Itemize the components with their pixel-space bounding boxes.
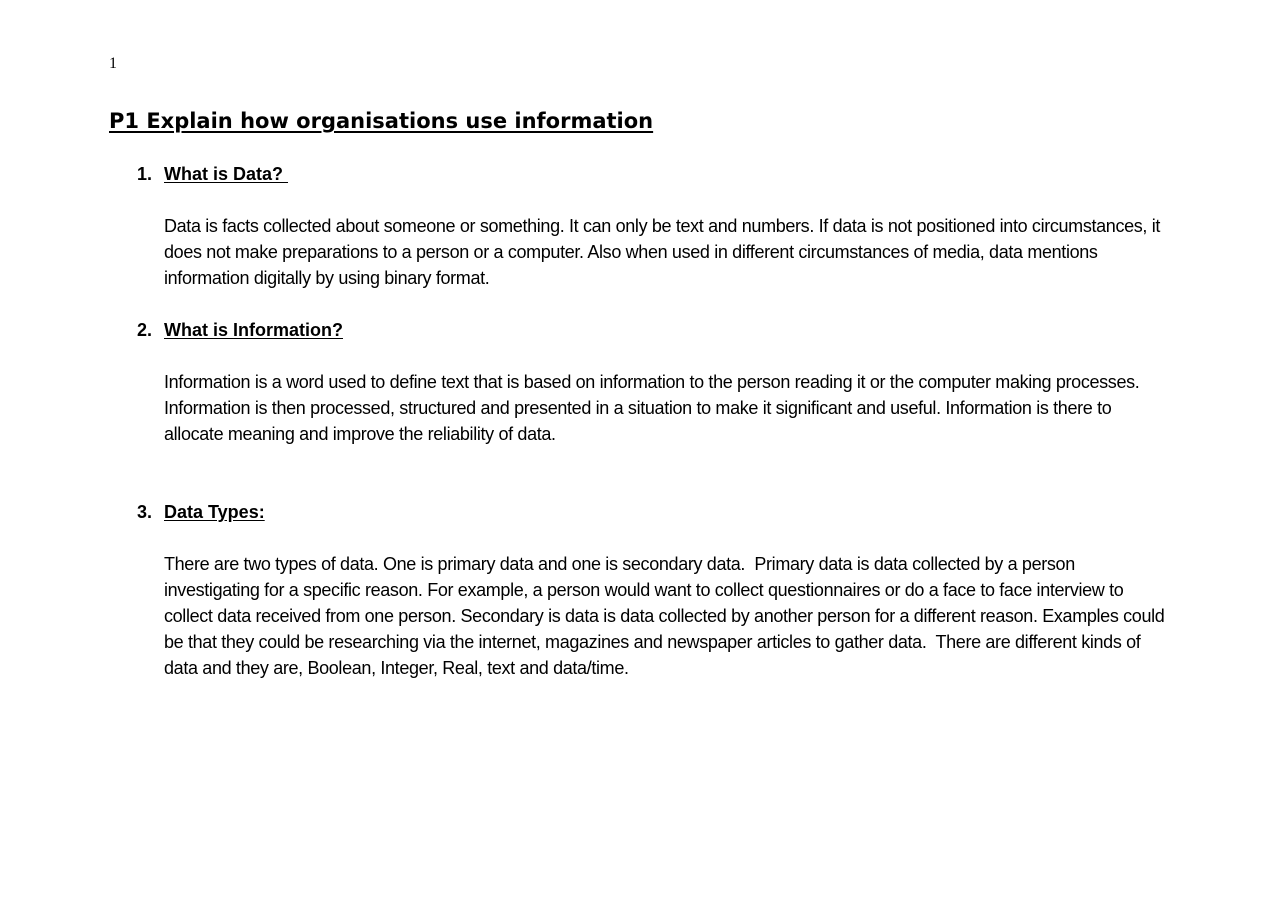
section-paragraph: There are two types of data. One is primary data and one is secondary data. Primary data is data collected by a person investigating for a specific reason. For example, a person would want to collect questionnaires or do a face to face interview to collect data received from one person. Secondary is data is data collected by another person for a different reason. Examples could be that they could be researching via the internet, magazines and newspaper articles to gather data. There are different kinds of data and they are, Boolean, Integer, Real, text and data/time. xyxy=(164,554,1170,678)
list-item-number: 2. xyxy=(137,320,153,340)
document-title: P1 Explain how organisations use information xyxy=(109,109,654,133)
page-number: 1 xyxy=(109,55,117,72)
section-paragraph: Information is a word used to define text that is based on information to the person reading it or the computer making processes. Information is then processed, structured and presented in a situation to make it significant and useful. Information is there to allocate meaning and improve the reliability of data. xyxy=(164,372,1145,444)
section-heading: What is Data? xyxy=(164,164,289,184)
list-item-number: 3. xyxy=(137,502,153,522)
section-heading: Data Types: xyxy=(164,502,265,522)
list-item-number: 1. xyxy=(137,164,153,184)
section-paragraph: Data is facts collected about someone or something. It can only be text and numbers. If data is not positioned into circumstances, it does not make preparations to a person or a computer. Also when used in different circumstances of media, data mentions information digitally by using binary format. xyxy=(164,216,1165,288)
section-heading: What is Information? xyxy=(164,320,343,340)
